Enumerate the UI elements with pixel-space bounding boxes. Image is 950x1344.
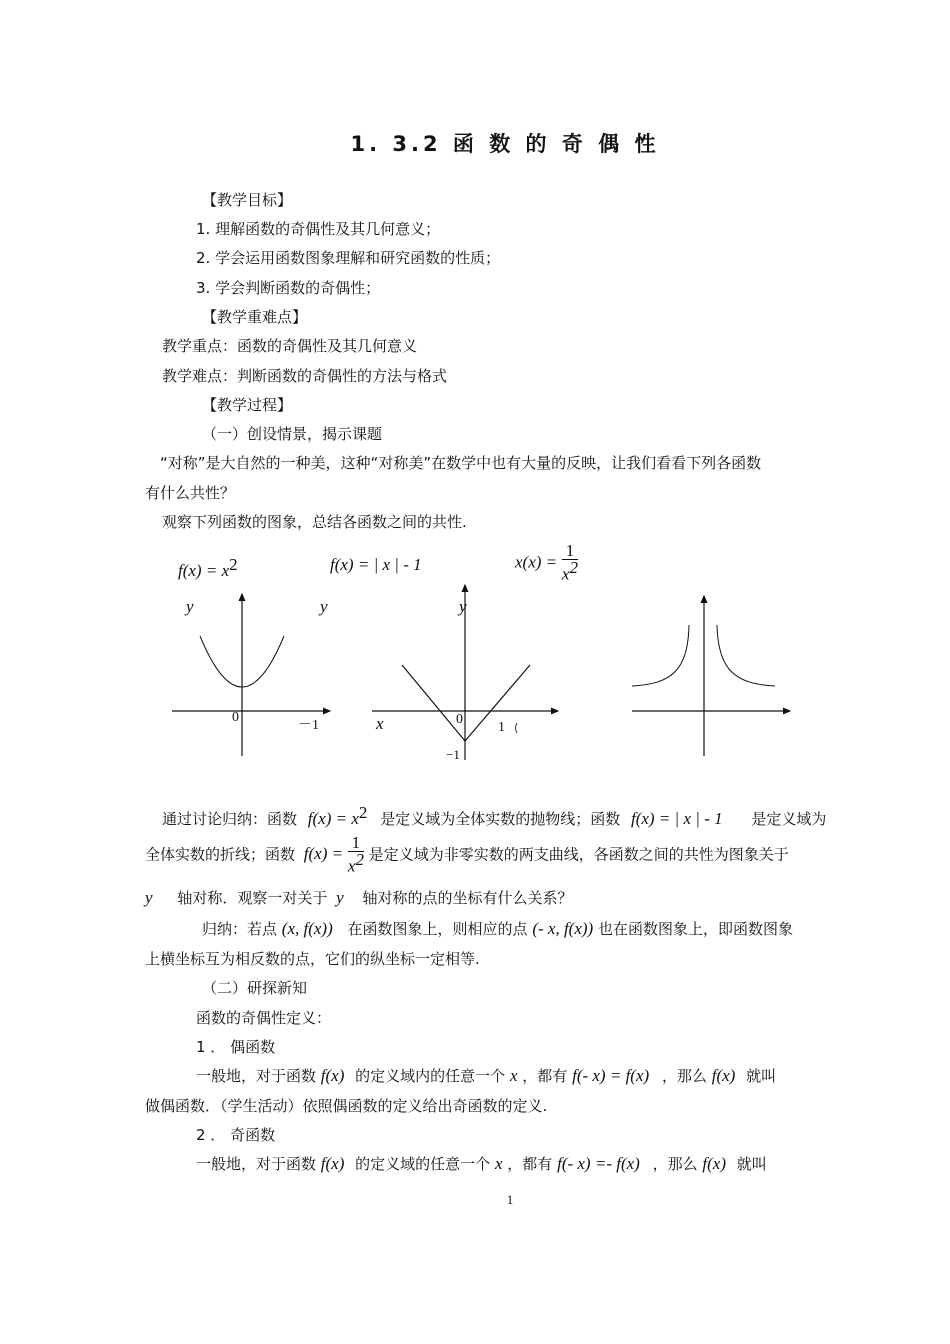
graph-abs	[372, 585, 558, 760]
teaching-focus: 教学重点：函数的奇偶性及其几何意义	[162, 337, 418, 355]
keypoints-heading: 【教学重难点】	[202, 308, 308, 326]
objectives-heading: 【教学目标】	[202, 191, 293, 209]
definition-heading: 函数的奇偶性定义：	[196, 1009, 332, 1027]
even-function-title: 1 ． 偶函数	[196, 1038, 276, 1056]
graph1-y-label: y	[186, 597, 194, 616]
graph2-one-label: 1	[498, 720, 505, 735]
graph1-origin-label: 0	[232, 710, 239, 725]
graph2-origin-label: 0	[456, 712, 463, 727]
graph2-y-label: y	[320, 597, 328, 616]
summary-line-5: 上横坐标互为相反数的点，它们的纵坐标一定相等.	[145, 950, 480, 968]
odd-function-title: 2 ． 奇函数	[196, 1126, 276, 1144]
observe-text: 观察下列函数的图象，总结各函数之间的共性.	[162, 513, 467, 531]
graph2-x-label: x	[376, 714, 384, 733]
objective-item-2: 2. 学会运用函数图象理解和研究函数的性质；	[196, 249, 501, 267]
summary-line-1: 通过讨论归纳：函数 $f(x) = x^2$ 是定义域为全体实数的抛物线；函数 f(x) = | x | - 1 是定义域为	[162, 803, 827, 828]
odd-definition-line-1: 一般地，对于函数 f(x) 的定义域的任意一个 x ，都有 f(- x) =- f(x) ，那么 f(x) 就叫	[196, 1154, 767, 1173]
page-title: 1. 3.2 函 数 的 奇 偶 性	[350, 132, 660, 156]
graph-parabola	[172, 594, 330, 756]
graph1-tick-label: －1	[298, 718, 319, 733]
page-number: 1	[506, 1192, 514, 1207]
process-heading: 【教学过程】	[202, 396, 293, 414]
even-definition-line-2: 做偶函数．（学生活动）依照偶函数的定义给出奇函数的定义.	[145, 1097, 548, 1115]
even-definition-line-1: 一般地，对于函数 f(x) 的定义域内的任意一个 x ，都有 f(- x) = f(x) ，那么 f(x) 就叫	[196, 1066, 777, 1085]
section1-heading: （一）创设情景，揭示课题	[202, 425, 383, 443]
teaching-difficulty: 教学难点：判断函数的奇偶性的方法与格式	[162, 367, 448, 385]
function-label-abs: f(x) = | x | - 1	[330, 555, 422, 574]
objective-item-3: 3. 学会判断函数的奇偶性；	[196, 279, 381, 297]
summary-line-3: y 轴对称．观察一对关于 y 轴对称的点的坐标有什么关系？	[145, 888, 573, 907]
graph2-y-axis-label: y	[459, 597, 467, 616]
intro-line-1: “对称”是大自然的一种美，这种“对称美”在数学中也有大量的反映，让我们看看下列各函数	[160, 454, 762, 472]
section2-heading: （二）研探新知	[202, 979, 308, 997]
function-label-reciprocal: x(x) = $\frac{1}{x^2}$	[515, 541, 578, 584]
summary-line-4: 归纳：若点 (x, f(x)) 在函数图象上，则相应的点 (- x, f(x)) 也在函数图象上，即函数图象	[202, 919, 794, 938]
intro-line-2: 有什么共性？	[145, 484, 236, 502]
graph-reciprocal	[632, 596, 790, 756]
function-label-square: $f(x) = x^2$	[178, 555, 238, 580]
objective-item-1: 1. 理解函数的奇偶性及其几何意义；	[196, 220, 441, 238]
summary-line-2: 全体实数的折线；函数 f(x) = $\frac{1}{x^2}$ 是定义域为非零实数的两支曲线，各函数之间的共性为图象关于	[145, 833, 789, 876]
graph2-neg1-label: −1	[446, 747, 460, 762]
